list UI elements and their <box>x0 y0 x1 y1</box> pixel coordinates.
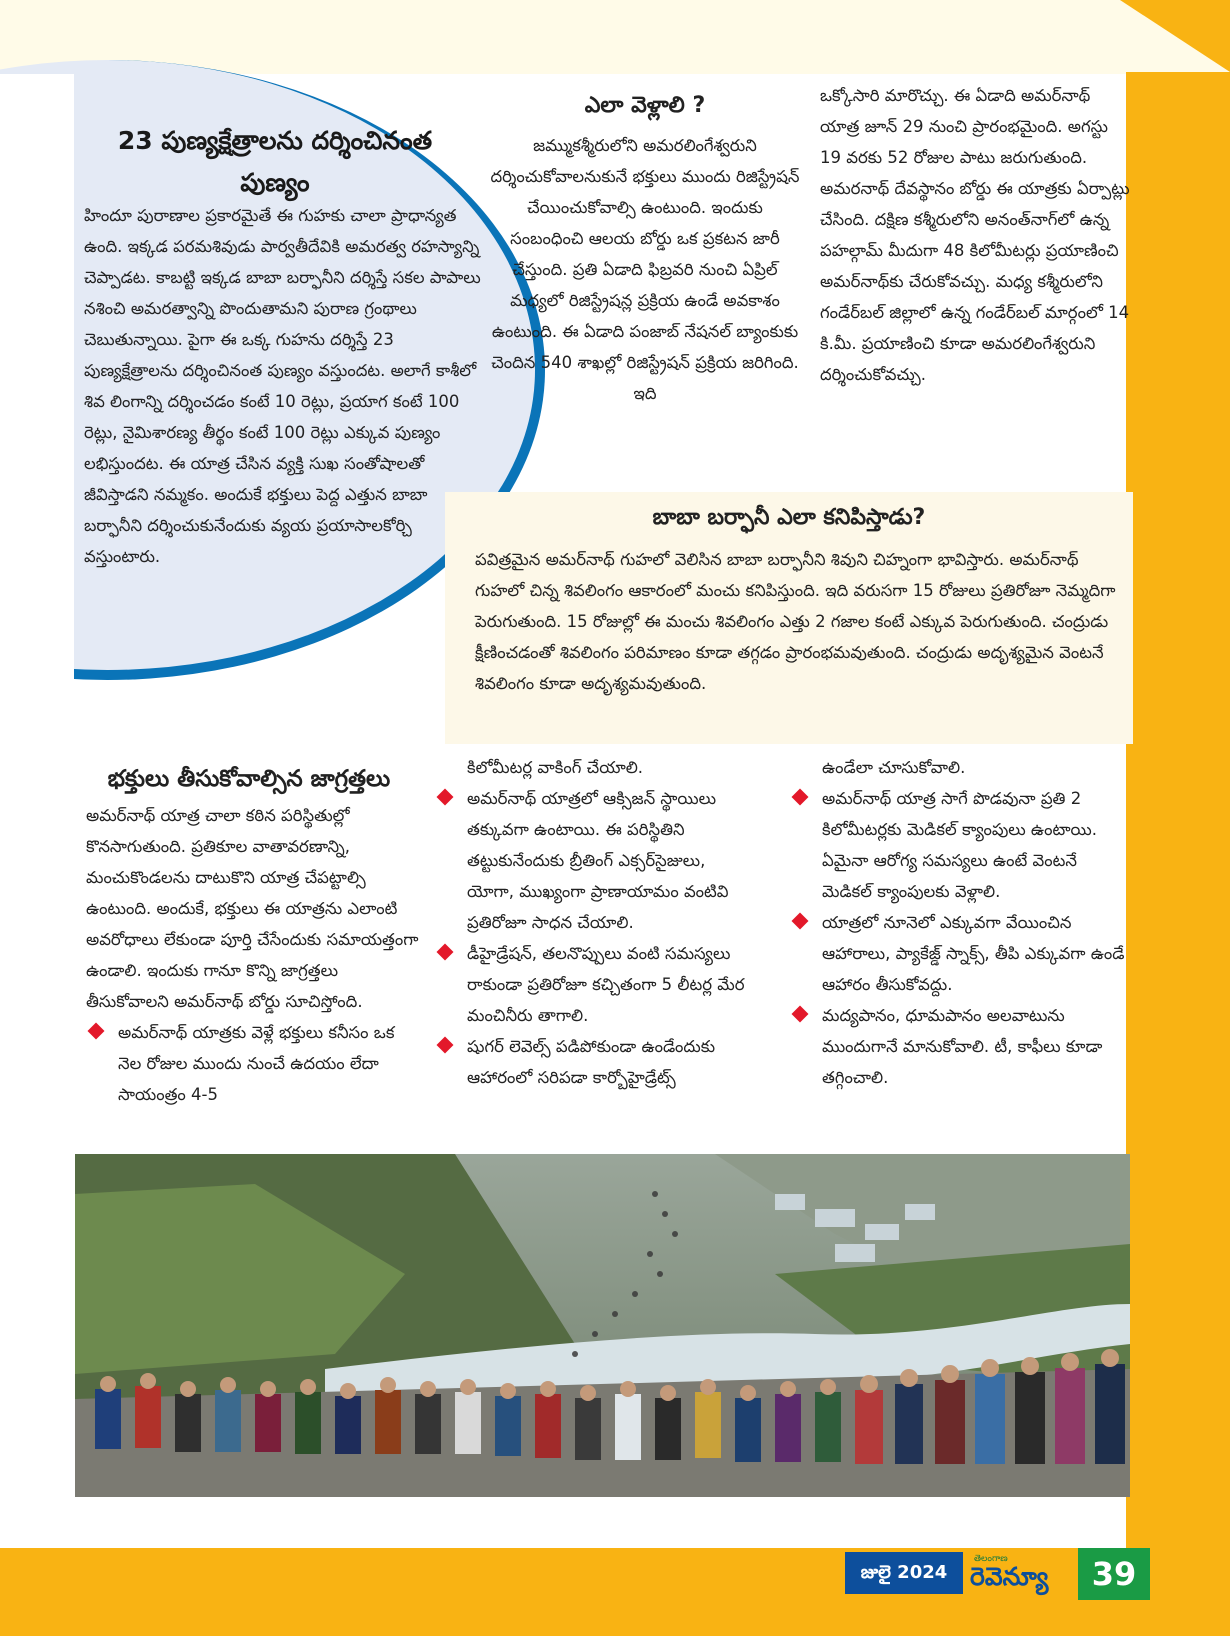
sidebar-title: 23 పుణ్యక్షేత్రాలను దర్శించినంత పుణ్యం <box>117 126 433 197</box>
photo-illustration <box>75 1154 1130 1497</box>
list-item: అమర్‌నాథ్ యాత్రలో ఆక్సిజన్ స్థాయిలు తక్కువగా ఉంటాయి. ఈ పరిస్థితిని తట్టుకునేందుకు బ్రీతింగ్ ఎక్సర్‌సైజులు, యోగా, ముఖ్యంగా ప్రాణాయామం వంటివి ప్రతిరోజూ సాధన చేయాలి. <box>435 783 755 938</box>
logo-small-text: తెలంగాణ <box>974 1554 1008 1564</box>
list-item: షుగర్ లెవెల్స్ పడిపోకుండా ఉండేందుకు ఆహారంలో సరిపడా కార్బోహైడ్రేట్స్ <box>435 1031 755 1093</box>
list-item: యాత్రలో నూనెలో ఎక్కువగా వేయించిన ఆహారాలు, ప్యాకేజ్డ్ స్నాక్స్, తీపి ఎక్కువగా ఉండే ఆహారం తీసుకోవద్దు. <box>790 907 1130 1000</box>
issue-date: జులై 2024 <box>845 1552 963 1594</box>
precautions-title: భక్తులు తీసుకోవాల్సిన జాగ్రత్తలు <box>107 766 391 792</box>
list-item: మద్యపానం, ధూమపానం అలవాటును ముందుగానే మానుకోవాలి. టీ, కాఫీలు కూడా తగ్గించాలి. <box>790 1000 1130 1093</box>
diamond-bullet-icon <box>88 1023 105 1040</box>
list-item: అమర్‌నాథ్ యాత్ర సాగే పొడవునా ప్రతి 2 కిలోమీటర్లకు మెడికల్ క్యాంపులు ఉంటాయి. ఏమైనా ఆరోగ్య సమస్యలు ఉంటే వెంటనే మెడికల్ క్యాంపులకు వెళ్లాలి. <box>790 783 1130 907</box>
diamond-bullet-icon <box>437 944 454 961</box>
diamond-bullet-icon <box>792 913 809 930</box>
diamond-bullet-icon <box>792 1006 809 1023</box>
corner-triangle <box>1120 0 1230 72</box>
diamond-bullet-icon <box>792 789 809 806</box>
right-margin-band <box>1126 72 1230 1562</box>
pilgrims-photo <box>75 1154 1130 1497</box>
how-to-go-continued: ఒక్కోసారి మారొచ్చు. ఈ ఏడాది అమర్‌నాథ్ యాత్ర జూన్ 29 నుంచి ప్రారంభమైంది. అగస్టు 19 వరకు 52 రోజుల పాటు జరుగుతుంది. అమరనాథ్ దేవస్థానం బోర్డు ఈ యాత్రకు ఏర్పాట్లు చేసింది. దక్షిణ కశ్మీరులోని అనంత్‌నాగ్‌లో ఉన్న పహల్గామ్ మీదుగా 48 కిలోమీటర్లు ప్రయాణించి అమర్‌నాథ్‌కు చేరుకోవచ్చు. మధ్య కశ్మీరులోని గండేర్‌బల్ జిల్లాలో ఉన్న గండేర్‌బల్ మార్గంలో 14 కి.మీ. ప్రయాణించి కూడా అమరలింగేశ్వరుని దర్శించుకోవచ్చు. <box>820 86 1130 384</box>
box-body: పవిత్రమైన అమర్‌నాథ్ గుహలో వెలిసిన బాబా బర్ఫానీని శివుని చిహ్నంగా భావిస్తారు. అమర్‌నాథ్ గుహలో చిన్న శివలింగం ఆకారంలో మంచు కనిపిస్తుంది. ఇది వరుసగా 15 రోజులు ప్రతిరోజూ నెమ్మదిగా పెరుగుతుంది. 15 రోజుల్లో ఈ మంచు శివలింగం ఎత్తు 2 గజాల కంటే ఎక్కువ పెరుగుతుంది. చంద్రుడు క్షీణించడంతో శివలింగం పరిమాణం కూడా తగ్గడం ప్రారంభమవుతుంది. చంద్రుడు అదృశ్యమైన వెంటనే శివలింగం కూడా అదృశ్యమవుతుంది. <box>475 550 1116 693</box>
magazine-logo <box>970 1552 1072 1594</box>
precautions-col-1: అమర్‌నాథ్ యాత్ర చాలా కఠిన పరిస్థితుల్లో కొనసాగుతుంది. ప్రతికూల వాతావరణాన్ని, మంచుకొండలను దాటుకొని యాత్ర చేపట్టాల్సి ఉంటుంది. అందుకే, భక్తులు ఈ యాత్రను ఎలాంటి అవరోధాలు లేకుండా పూర్తి చేసేందుకు సమాయత్తంగా ఉండాలి. ఇందుకు గానూ కొన్ని జాగ్రత్తలు తీసుకోవాలని అమర్‌నాథ్ బోర్డు సూచిస్తోంది. అమర్‌నాథ్ యాత్రకు వెళ్లే భక్తులు కనీసం ఒక నెల రోజుల ముందు నుంచే ఉదయం లేదా సాయంత్రం 4-5 <box>86 800 421 1110</box>
box-title: బాబా బర్ఫానీ ఎలా కనిపిస్తాడు? <box>652 505 926 530</box>
list-item: అమర్‌నాథ్ యాత్రకు వెళ్లే భక్తులు కనీసం ఒక నెల రోజుల ముందు నుంచే ఉదయం లేదా సాయంత్రం 4-5 <box>86 1017 421 1110</box>
precautions-col-2: కిలోమీటర్ల వాకింగ్ చేయాలి. అమర్‌నాథ్ యాత్రలో ఆక్సిజన్ స్థాయిలు తక్కువగా ఉంటాయి. ఈ పరిస్థితిని తట్టుకునేందుకు బ్రీతింగ్ ఎక్సర్‌సైజులు, యోగా, ముఖ్యంగా ప్రాణాయామం వంటివి ప్రతిరోజూ సాధన చేయాలి. డీహైడ్రేషన్, తలనొప్పులు వంటి సమస్యలు రాకుండా ప్రతిరోజూ కచ్చితంగా 5 లీటర్ల మేర మంచినీరు తాగాలి. షుగర్ లెవెల్స్ పడిపోకుండా ఉండేందుకు ఆహారంలో సరిపడా కార్బోహైడ్రేట్స్ <box>435 752 755 1093</box>
page-number: 39 <box>1078 1548 1150 1600</box>
how-to-go-title: ఎలా వెళ్లాలి ? <box>584 93 706 118</box>
sidebar-body: హిందూ పురాణాల ప్రకారమైతే ఈ గుహకు చాలా ప్రాధాన్యత ఉంది. ఇక్కడ పరమశివుడు పార్వతీదేవికి అమరత్వ రహస్యాన్ని చెప్పాడట. కాబట్టి ఇక్కడ బాబా బర్ఫానీని దర్శిస్తే సకల పాపాలు నశించి అమరత్వాన్ని పొందుతామని పురాణ గ్రంథాలు చెబుతున్నాయి. పైగా ఈ ఒక్క గుహను దర్శిస్తే 23 పుణ్యక్షేత్రాలను దర్శించినంత పుణ్యం వస్తుందట. అలాగే కాశీలో శివ లింగాన్ని దర్శించడం కంటే 10 రెట్లు, ప్రయాగ కంటే 100 రెట్లు, నైమిశారణ్య తీర్థం కంటే 100 రెట్లు ఎక్కువ పుణ్యం లభిస్తుందట. ఈ యాత్ర చేసిన వ్యక్తి సుఖ సంతోషాలతో జీవిస్తాడని నమ్మకం. అందుకే భక్తులు పెద్ద ఎత్తున బాబా బర్ఫానీని దర్శించుకునేందుకు వ్యయ ప్రయాసాలకోర్చి వస్తుంటారు. <box>84 206 481 566</box>
precautions-col-3: ఉండేలా చూసుకోవాలి. అమర్‌నాథ్ యాత్ర సాగే పొడవునా ప్రతి 2 కిలోమీటర్లకు మెడికల్ క్యాంపులు ఉంటాయి. ఏమైనా ఆరోగ్య సమస్యలు ఉంటే వెంటనే మెడికల్ క్యాంపులకు వెళ్లాలి. యాత్రలో నూనెలో ఎక్కువగా వేయించిన ఆహారాలు, ప్యాకేజ్డ్ స్నాక్స్, తీపి ఎక్కువగా ఉండే ఆహారం తీసుకోవద్దు. మద్యపానం, ధూమపానం అలవాటును ముందుగానే మానుకోవాలి. టీ, కాఫీలు కూడా తగ్గించాలి. <box>790 752 1130 1093</box>
how-to-go-body: జమ్ముకశ్మీరులోని అమరలింగేశ్వరుని దర్శించుకోవాలనుకునే భక్తులు ముందు రిజిస్ట్రేషన్ చేయించుకోవాల్సి ఉంటుంది. ఇందుకు సంబంధించి ఆలయ బోర్డు ఒక ప్రకటన జారీ చేస్తుంది. ప్రతి ఏడాది ఫిబ్రవరి నుంచి ఏప్రిల్ మధ్యలో రిజిస్ట్రేషన్ల ప్రక్రియ ఉండే అవకాశం ఉంటుంది. ఈ ఏడాది పంజాబ్ నేషనల్ బ్యాంకుకు చెందిన 540 శాఖల్లో రిజిస్ట్రేషన్ ప్రక్రియ జరిగింది. ఇది <box>490 136 800 403</box>
logo-text: రెవెన్యూ <box>970 1562 1049 1591</box>
list-item: డీహైడ్రేషన్, తలనొప్పులు వంటి సమస్యలు రాకుండా ప్రతిరోజూ కచ్చితంగా 5 లీటర్ల మేర మంచినీరు తాగాలి. <box>435 938 755 1031</box>
diamond-bullet-icon <box>437 789 454 806</box>
page-margin <box>0 74 74 714</box>
diamond-bullet-icon <box>437 1037 454 1054</box>
top-band <box>0 0 1230 74</box>
